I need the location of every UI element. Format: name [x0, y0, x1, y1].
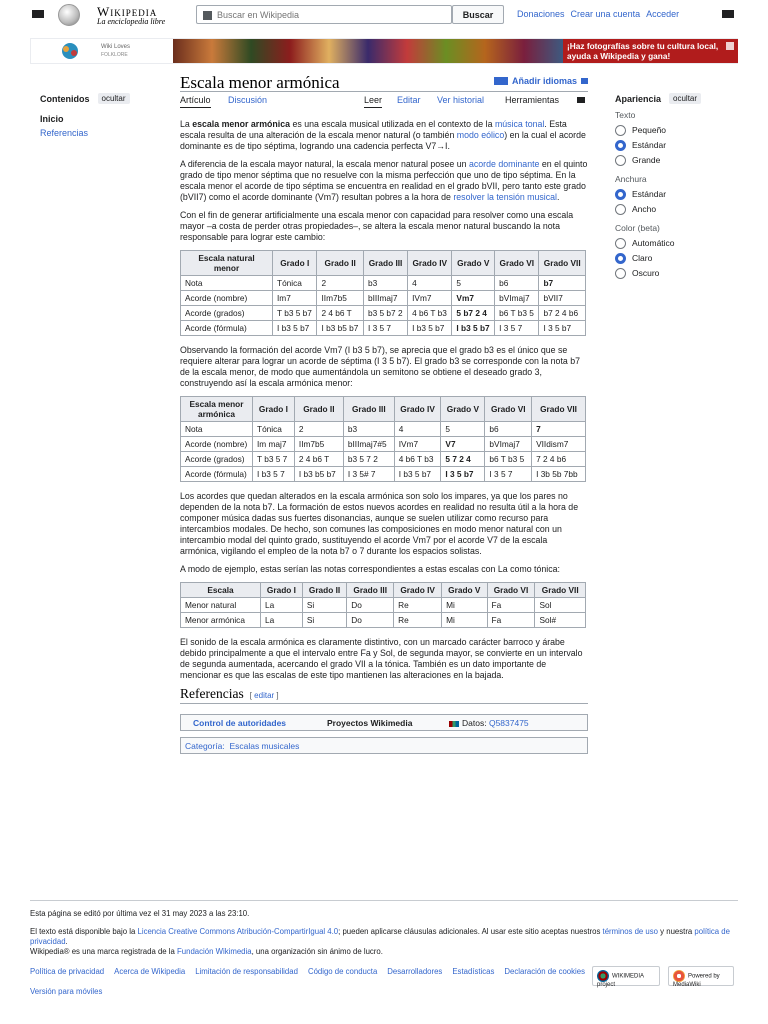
- wikidata-id-link[interactable]: Q5837475: [488, 718, 529, 728]
- toc-item-referencias[interactable]: Referencias: [40, 128, 89, 138]
- search-icon: [203, 11, 212, 20]
- table-harmonic-minor: [180, 396, 586, 482]
- paragraph-6: A modo de ejemplo, estas serían las notas correspondientes a estas escalas con La como tónica:: [180, 564, 560, 574]
- radio-selected-icon[interactable]: [615, 189, 626, 200]
- banner-promo-text[interactable]: ¡Haz fotografías sobre tu cultura local, ayuda a Wikipedia y gana!: [563, 39, 738, 63]
- width-option[interactable]: Ancho: [615, 204, 735, 214]
- toc-hide-button[interactable]: ocultar: [98, 93, 130, 104]
- table-row: Acorde (nombre) Im maj7 IIm7b5 bIIImaj7#5 IVm7 V7 bVImaj7 VIIdism7: [181, 437, 586, 452]
- authority-control-box: [180, 714, 588, 731]
- link-musica-tonal[interactable]: música tonal: [494, 119, 545, 129]
- last-edited-info: Esta página se editó por última vez el 31 may 2023 a las 23:10.: [30, 909, 250, 918]
- paragraph-7: El sonido de la escala armónica es claramente distintivo, con un marcado carácter barroco y árabe debido principalmente a que el intervalo entre Fa y Sol, de segunda mayor, se convierte en un intervalo de segunda aumentada, acercando el grado VII a la tónica. También es un dato importante de mencionar es que las escalas de este tipo mantienen las alteraciones en la bajada.: [180, 637, 583, 680]
- create-account-link[interactable]: Crear una cuenta: [570, 9, 641, 19]
- category-label-link[interactable]: Categoría:: [185, 741, 225, 751]
- color-option[interactable]: Claro: [615, 253, 735, 263]
- terms-link[interactable]: términos de uso: [602, 927, 659, 936]
- wikimedia-foundation-link[interactable]: Fundación Wikimedia: [177, 947, 252, 956]
- link-modo-eolico[interactable]: modo eólico: [456, 130, 505, 140]
- wikimedia-logo-icon: [597, 970, 609, 982]
- radio-selected-icon[interactable]: [615, 253, 626, 264]
- paragraph-5: Los acordes que quedan alterados en la escala armónica son solo los impares, ya que los pares no dependen de la nota b7. La formación de estos nuevos acordes en realidad no resulta útil a la hora de componer música dadas sus fuertes disonancias, aunque se suelen utilizar como recurso para intercambios modales. De hecho, son comunes las composiciones en modo menor natural con un intercambio modal del quinto grado, sustituyendo el acorde Vm7 por el acorde V7 de la escala armónica, vigilando el empleo de la nota b7 o 7 durante los espacios solistas.: [180, 491, 579, 556]
- toc-heading: Contenidos: [40, 93, 90, 104]
- chevron-down-icon: [581, 78, 588, 84]
- category-link[interactable]: Escalas musicales: [229, 741, 300, 751]
- section-heading-referencias: Referencias [ editar ]: [180, 688, 588, 704]
- mediawiki-logo-icon: [673, 970, 685, 982]
- table-example-la: [180, 582, 586, 628]
- table-natural-minor: [180, 250, 586, 336]
- table-row: Menor armónica La Si Do Re Mi Fa Sol#: [181, 613, 586, 628]
- color-option[interactable]: Automático: [615, 238, 735, 248]
- color-label: Color (beta): [615, 223, 660, 233]
- text-size-option[interactable]: Estándar: [615, 140, 735, 150]
- page-tabs: [180, 95, 588, 111]
- footer-link[interactable]: Limitación de responsabilidad: [195, 967, 298, 976]
- appearance-hide-button[interactable]: ocultar: [669, 93, 701, 104]
- table-row: Acorde (nombre) Im7 IIm7b5 bIIImaj7 IVm7 Vm7 bVImaj7 bVII7: [181, 291, 586, 306]
- login-link[interactable]: Acceder: [646, 9, 680, 19]
- wikipedia-wordmark[interactable]: Wikipedia: [97, 4, 158, 19]
- search-box[interactable]: [196, 5, 452, 24]
- wikipedia-tagline: La enciclopedia libre: [97, 17, 166, 26]
- add-languages-label: Añadir idiomas: [511, 76, 577, 86]
- campaign-banner[interactable]: [30, 38, 738, 64]
- banner-photo-strip: [173, 39, 563, 63]
- table-row: Acorde (fórmula) I b3 5 b7 I b3 b5 b7 I 3 5 7 I b3 5 b7 I b3 5 b7 I 3 5 7 I 3 5 b7: [181, 321, 586, 336]
- table-header-row: Escala natural menor Grado I Grado II Grado III Grado IV Grado V Grado VI Grado VII: [181, 251, 586, 276]
- wikimedia-projects-label: Proyectos Wikimedia: [327, 718, 413, 728]
- table-of-contents: [40, 93, 160, 138]
- paragraph-4: Observando la formación del acorde Vm7 (I b3 5 b7), se aprecia que el grado b3 es el único que se requiere alterar para lograr un acorde de séptima (I 3 5 b7). El grado b3 se corresponde con la nota b7 de la escala menor, de modo que aumentándola un semitono se obtiene el deseado grado 3, construyendo así la escala armónica menor:: [180, 345, 581, 388]
- main-menu-icon[interactable]: [32, 10, 44, 18]
- table-row: Acorde (fórmula) I b3 5 7 I b3 b5 b7 I 3 5# 7 I b3 5 b7 I 3 5 b7 I 3 5 7 I 3b 5b 7bb: [181, 467, 586, 482]
- link-resolver-tension[interactable]: resolver la tensión musical: [453, 192, 557, 202]
- footer-link[interactable]: Acerca de Wikipedia: [114, 967, 186, 976]
- footer-link[interactable]: Desarrolladores: [387, 967, 443, 976]
- radio-icon[interactable]: [615, 238, 626, 249]
- text-size-option[interactable]: Grande: [615, 155, 735, 165]
- wikipedia-logo-icon[interactable]: [58, 4, 80, 26]
- license-link[interactable]: Licencia Creative Commons Atribución-CompartirIgual 4.0: [137, 927, 339, 936]
- add-languages-button[interactable]: [494, 76, 588, 86]
- wikidata-item: Datos: Q5837475: [449, 718, 529, 729]
- paragraph-intro: La escala menor armónica es una escala musical utilizada en el contexto de la música tonal. Esta escala resulta de una alteración de la escala menor natural (o también modo eólico) en la cual el acorde dominante es de tipo séptima, logrando una cadencia perfecta V7→I.: [180, 119, 586, 151]
- radio-icon[interactable]: [615, 155, 626, 166]
- text-size-option[interactable]: Pequeño: [615, 125, 735, 135]
- table-row: Nota Tónica 2 b3 4 5 b6 7: [181, 422, 586, 437]
- tab-history[interactable]: Ver historial: [437, 95, 485, 105]
- footer-link[interactable]: Código de conducta: [307, 967, 378, 976]
- paragraph-2: A diferencia de la escala mayor natural, la escala menor natural posee un acorde dominante en el quinto grado de tipo menor séptima que no resuelve con la misma perfección que uno de tipo séptima. En la escala menor el acorde de tipo séptima se encuentra en realidad en el grado bVII, pero tanto este grado (bVII7) como el acorde dominante (Vm7) resultan pobres a la hora de resolver la tensión musical.: [180, 159, 588, 202]
- language-icon: [494, 77, 508, 85]
- main-content: [180, 72, 588, 754]
- article-body: [180, 119, 588, 754]
- wiki-loves-folklore-logo-icon: [55, 41, 85, 61]
- page-title: Escala menor armónica: [180, 73, 340, 92]
- tools-dropdown-icon[interactable]: [577, 97, 585, 103]
- user-menu-icon[interactable]: [722, 10, 734, 18]
- mobile-view-link[interactable]: Versión para móviles: [30, 987, 103, 996]
- section-edit-link[interactable]: [ editar ]: [249, 691, 279, 700]
- table-row: Acorde (grados) T b3 5 b7 2 4 b6 T b3 5 b7 2 4 b6 T b3 5 b7 2 4 b6 T b3 5 b7 2 4 b6: [181, 306, 586, 321]
- table-header-row: Escala Grado I Grado II Grado III Grado IV Grado V Grado VI Grado VII: [181, 583, 586, 598]
- footer-link[interactable]: Estadísticas: [452, 967, 495, 976]
- authority-control-link[interactable]: Control de autoridades: [193, 718, 287, 728]
- radio-icon[interactable]: [615, 125, 626, 136]
- table-row: Nota Tónica 2 b3 4 5 b6 b7: [181, 276, 586, 291]
- width-label: Anchura: [615, 174, 647, 184]
- donate-link[interactable]: Donaciones: [517, 9, 565, 19]
- category-box: [180, 737, 588, 754]
- table-row: Menor natural La Si Do Re Mi Fa Sol: [181, 598, 586, 613]
- personal-tools: [517, 9, 679, 19]
- radio-icon[interactable]: [615, 268, 626, 279]
- license-text: El texto está disponible bajo la Licencia Creative Commons Atribución-CompartirIgual 4.0; pueden aplicarse cláusulas adicionales. Al usar este sitio aceptas nuestros términos de uso y nuestra política de privacidad. Wikipedia® es una marca registrada de la Fundación Wikimedia, una organización sin ánimo de lucro.: [30, 927, 730, 956]
- search-button[interactable]: Buscar: [452, 5, 504, 24]
- appearance-heading: Apariencia: [615, 93, 662, 104]
- appearance-panel: [615, 93, 735, 278]
- toc-item-inicio[interactable]: Inicio: [40, 114, 64, 124]
- wikimedia-project-badge[interactable]: WIKIMEDIA project: [592, 966, 660, 986]
- color-option[interactable]: Oscuro: [615, 268, 735, 278]
- tab-article[interactable]: Artículo: [180, 95, 211, 108]
- wikidata-icon: [449, 721, 459, 727]
- tab-discussion[interactable]: Discusión: [228, 95, 268, 105]
- powered-by-mediawiki-badge[interactable]: Powered by MediaWiki: [668, 966, 734, 986]
- width-option[interactable]: Estándar: [615, 189, 735, 199]
- radio-selected-icon[interactable]: [615, 140, 626, 151]
- site-header: [0, 0, 768, 30]
- banner-logo-subtext: FOLKLORE: [101, 52, 128, 58]
- tab-read[interactable]: Leer: [364, 95, 382, 108]
- text-size-label: Texto: [615, 110, 636, 120]
- table-row: Acorde (grados) T b3 5 7 2 4 b6 T b3 5 7 2 4 b6 T b3 5 7 2 4 b6 T b3 5 7 2 4 b6: [181, 452, 586, 467]
- tools-menu[interactable]: Herramientas: [505, 95, 560, 105]
- radio-icon[interactable]: [615, 204, 626, 215]
- banner-close-icon[interactable]: [726, 42, 734, 50]
- privacy-policy-inline-link[interactable]: política de privacidad: [30, 927, 730, 946]
- tab-edit[interactable]: Editar: [397, 95, 421, 105]
- table-header-row: Escala menor armónica Grado I Grado II Grado III Grado IV Grado V Grado VI Grado VII: [181, 397, 586, 422]
- footer-link[interactable]: Declaración de cookies: [504, 967, 586, 976]
- paragraph-3: Con el fin de generar artificialmente una escala menor con capacidad para resolver como una escala mayor –a costa de perder otras propiedades–, se altera la escala menor natural buscando la nota responsable para lograr este cambio:: [180, 210, 574, 242]
- banner-logo-text: Wiki Loves: [101, 44, 131, 50]
- footer-link[interactable]: Política de privacidad: [30, 967, 105, 976]
- search-input[interactable]: [217, 8, 447, 21]
- link-acorde-dominante[interactable]: acorde dominante: [469, 159, 540, 169]
